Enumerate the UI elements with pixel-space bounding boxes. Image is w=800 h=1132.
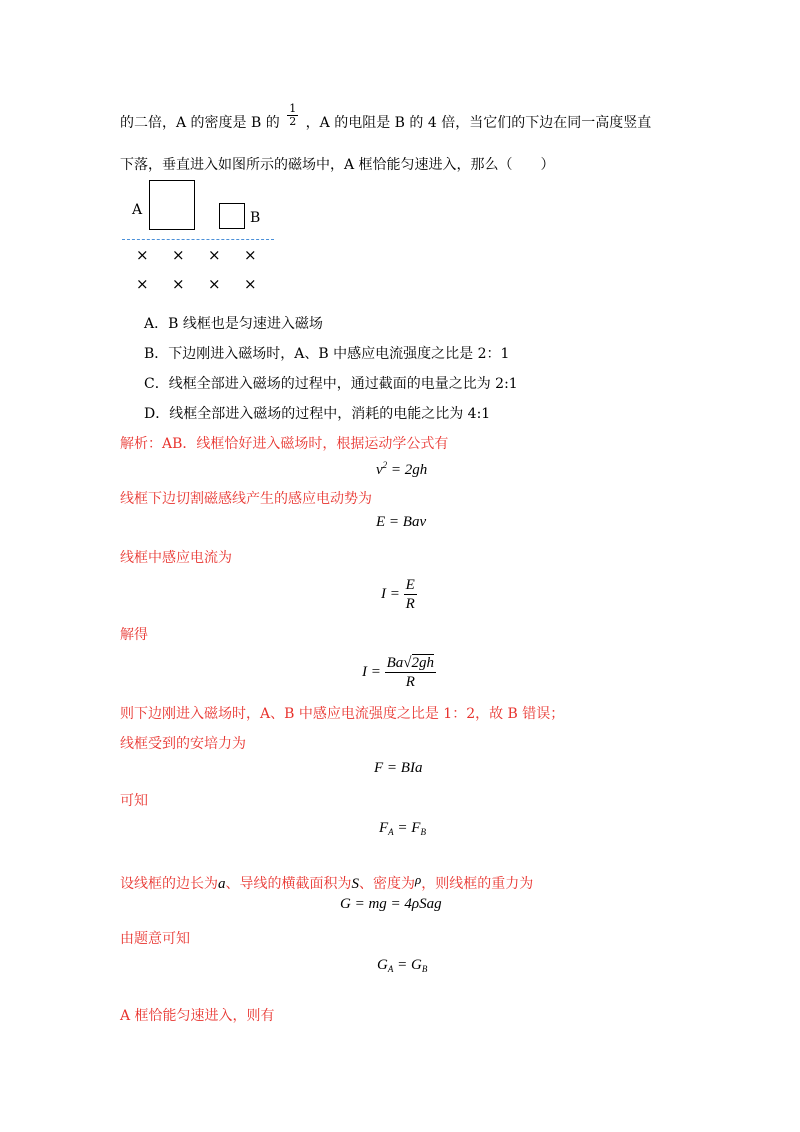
eq-symbol: F [379,820,389,836]
magnetic-field-figure [120,176,280,296]
eq-denominator: R [405,674,415,690]
equation-ampere-force: F = BIa [374,760,423,776]
option-b: B．下边刚进入磁场时，A、B 中感应电流强度之比是 2：1 [144,346,510,362]
text-part: 设线框的边长为 [120,876,218,892]
eq-operator: = [393,820,412,836]
eq-subscript: B [420,827,426,837]
solution-text-solve: 解得 [120,627,148,643]
equation-current-solved [362,654,436,691]
fraction-denominator: 2 [289,115,297,128]
text-part: 、密度为 [359,876,415,892]
text-math-var: ρ [415,872,422,887]
solution-text-uniform: A 框恰能匀速进入，则有 [120,1008,275,1024]
sqrt-icon: √ [403,655,412,671]
solution-text-from-problem: 由题意可知 [120,931,190,947]
eq-symbol: G [377,957,388,973]
eq-numerator-prefix: Ba [386,655,404,671]
eq-fraction [404,576,417,613]
field-cross-icon: × [244,275,257,293]
equation-gravity-equal [377,957,427,974]
solution-intro: 解析：AB．线框恰好进入磁场时，根据运动学公式有 [120,436,449,452]
field-cross-icon: × [172,275,185,293]
field-cross-icon: × [208,275,221,293]
eq-symbol: G [410,957,422,973]
eq-subscript: B [421,964,428,974]
frame-b-label: B [250,210,261,226]
eq-numerator: E [405,577,415,593]
equation-emf: E = Bav [376,514,427,530]
eq-lhs: I = [381,586,400,602]
eq-numerator [385,654,436,673]
solution-text-gravity [120,871,533,893]
text-math-var: S [351,876,359,892]
eq-subscript: A [388,827,394,837]
frame-a-square [149,180,195,230]
fraction-one-half [287,103,298,128]
equation-v-squared [376,460,427,479]
equation-current-fraction [381,576,417,613]
equation-force-equal [379,820,426,837]
eq-rhs: = 2gh [387,462,428,478]
eq-superscript: 2 [382,460,388,470]
eq-symbol: v [376,462,383,478]
eq-subscript: A [387,964,394,974]
text-math-var: a [218,876,226,892]
question-line-1 [120,103,651,132]
eq-radicand: 2gh [411,655,435,671]
eq-fraction [385,654,436,691]
solution-text-current: 线框中感应电流为 [120,550,232,566]
question-text: ，A 的电阻是 B 的 4 倍，当它们的下边在同一高度竖直 [305,115,652,131]
question-text: 的二倍，A 的密度是 B 的 [120,115,280,131]
option-a: A．B 线框也是匀速进入磁场 [144,316,323,332]
solution-text-emf: 线框下边切割磁感线产生的感应电动势为 [120,491,372,507]
option-c: C．线框全部进入磁场的过程中，通过截面的电量之比为 2:1 [144,376,518,392]
eq-operator: = [393,957,411,973]
field-cross-icon: × [244,246,257,264]
frame-a-label: A [132,202,143,218]
equation-gravity: G = mg = 4ρSag [340,896,442,912]
frame-b-square [219,203,245,229]
eq-denominator: R [405,596,415,612]
field-boundary-line [122,239,274,240]
solution-text-force: 线框受到的安培力为 [120,736,246,752]
eq-symbol: F [411,820,421,836]
text-part: 、导线的横截面积为 [225,876,352,892]
text-part: ，则线框的重力为 [421,876,534,892]
option-d: D．线框全部进入磁场的过程中，消耗的电能之比为 4:1 [144,406,491,422]
solution-text-ratio: 则下边刚进入磁场时，A、B 中感应电流强度之比是 1：2，故 B 错误； [120,706,565,722]
fraction-numerator: 1 [289,102,297,115]
field-cross-icon: × [208,246,221,264]
field-cross-icon: × [136,275,149,293]
eq-lhs: I = [362,664,381,680]
solution-text-known: 可知 [120,793,148,809]
field-cross-icon: × [136,246,149,264]
question-line-2: 下落，垂直进入如图所示的磁场中，A 框恰能匀速进入，那么（ ） [120,157,555,173]
field-cross-icon: × [172,246,185,264]
